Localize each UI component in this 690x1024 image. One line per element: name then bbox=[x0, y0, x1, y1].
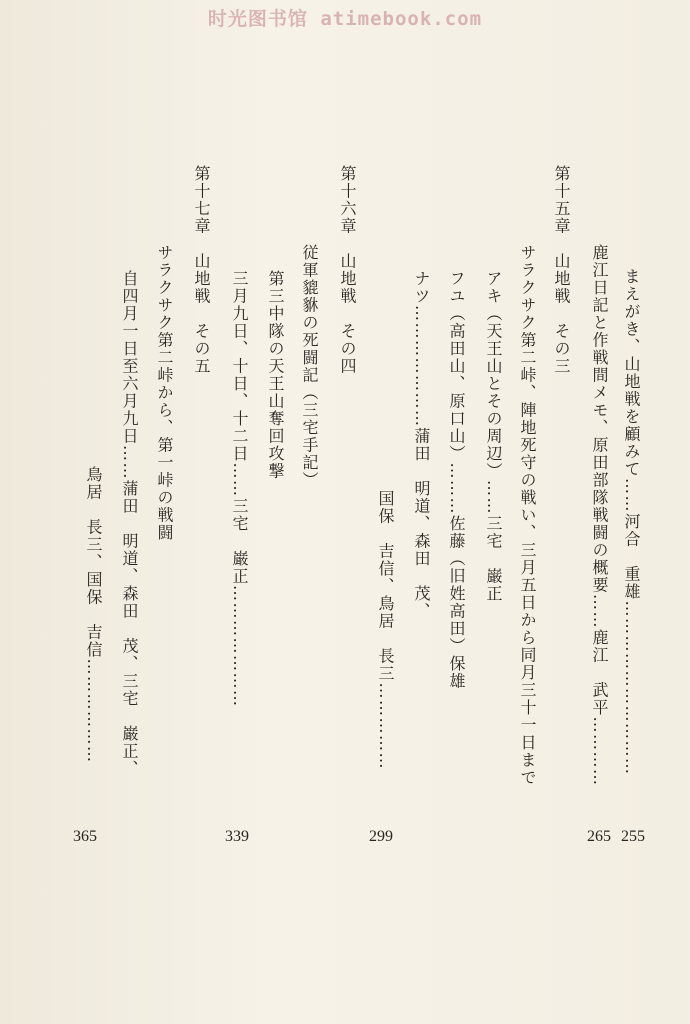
toc-entry-aki: アキ（天王山とその周辺）……三宅 巌正 bbox=[484, 270, 503, 603]
toc-entry-3rd-company: 第三中隊の天王山奪回攻撃 bbox=[266, 270, 285, 480]
toc-entry-sarakusaku-1: サラクサク第二峠から、第一峠の戦闘 bbox=[155, 244, 174, 542]
toc-entry-kae-diary: 鹿江日記と作戦間メモ、原田部隊戦闘の概要……鹿江 武平………… bbox=[590, 244, 609, 787]
page-number: 265 bbox=[587, 828, 611, 845]
toc-entry-preface: まえがき、山地戦を顧みて……河合 重雄………………………… bbox=[622, 268, 641, 776]
toc-entry-sarakusaku-2: サラクサク第二峠、陣地死守の戦い、三月五日から同月三十一日まで bbox=[518, 244, 537, 787]
toc-entry-jugun-hikyu: 従軍貔貅の死闘記（三宅手記） bbox=[300, 244, 319, 489]
page-number: 365 bbox=[73, 828, 97, 845]
toc-entry-fuyu: フユ（高田山、原口山）………佐藤（旧姓高田）保雄 bbox=[447, 270, 466, 690]
toc-entry-natsu: ナツ…………………蒲田 明道、森田 茂、 bbox=[412, 270, 431, 620]
page-number: 299 bbox=[369, 828, 393, 845]
chapter-17-heading: 第十七章 山地戦 その五 bbox=[192, 165, 211, 375]
watermark: 时光图书馆 atimebook.com bbox=[207, 8, 483, 30]
chapter-16-heading: 第十六章 山地戦 その四 bbox=[338, 165, 357, 375]
page-number: 339 bbox=[225, 828, 249, 845]
toc-entry-march-dates: 三月九日、十日、十二日……三宅 巌正………………… bbox=[230, 270, 249, 708]
toc-entry-natsu-cont: 国保 吉信、鳥居 長三…………… bbox=[376, 490, 395, 770]
page-number: 255 bbox=[621, 828, 645, 845]
toc-entry-april-june-cont: 鳥居 長三、国保 吉信……………… bbox=[84, 466, 103, 764]
toc-entry-april-june: 自四月一日至六月九日……蒲田 明道、森田 茂、三宅 巌正、 bbox=[120, 270, 139, 778]
chapter-15-heading: 第十五章 山地戦 その三 bbox=[552, 165, 571, 375]
